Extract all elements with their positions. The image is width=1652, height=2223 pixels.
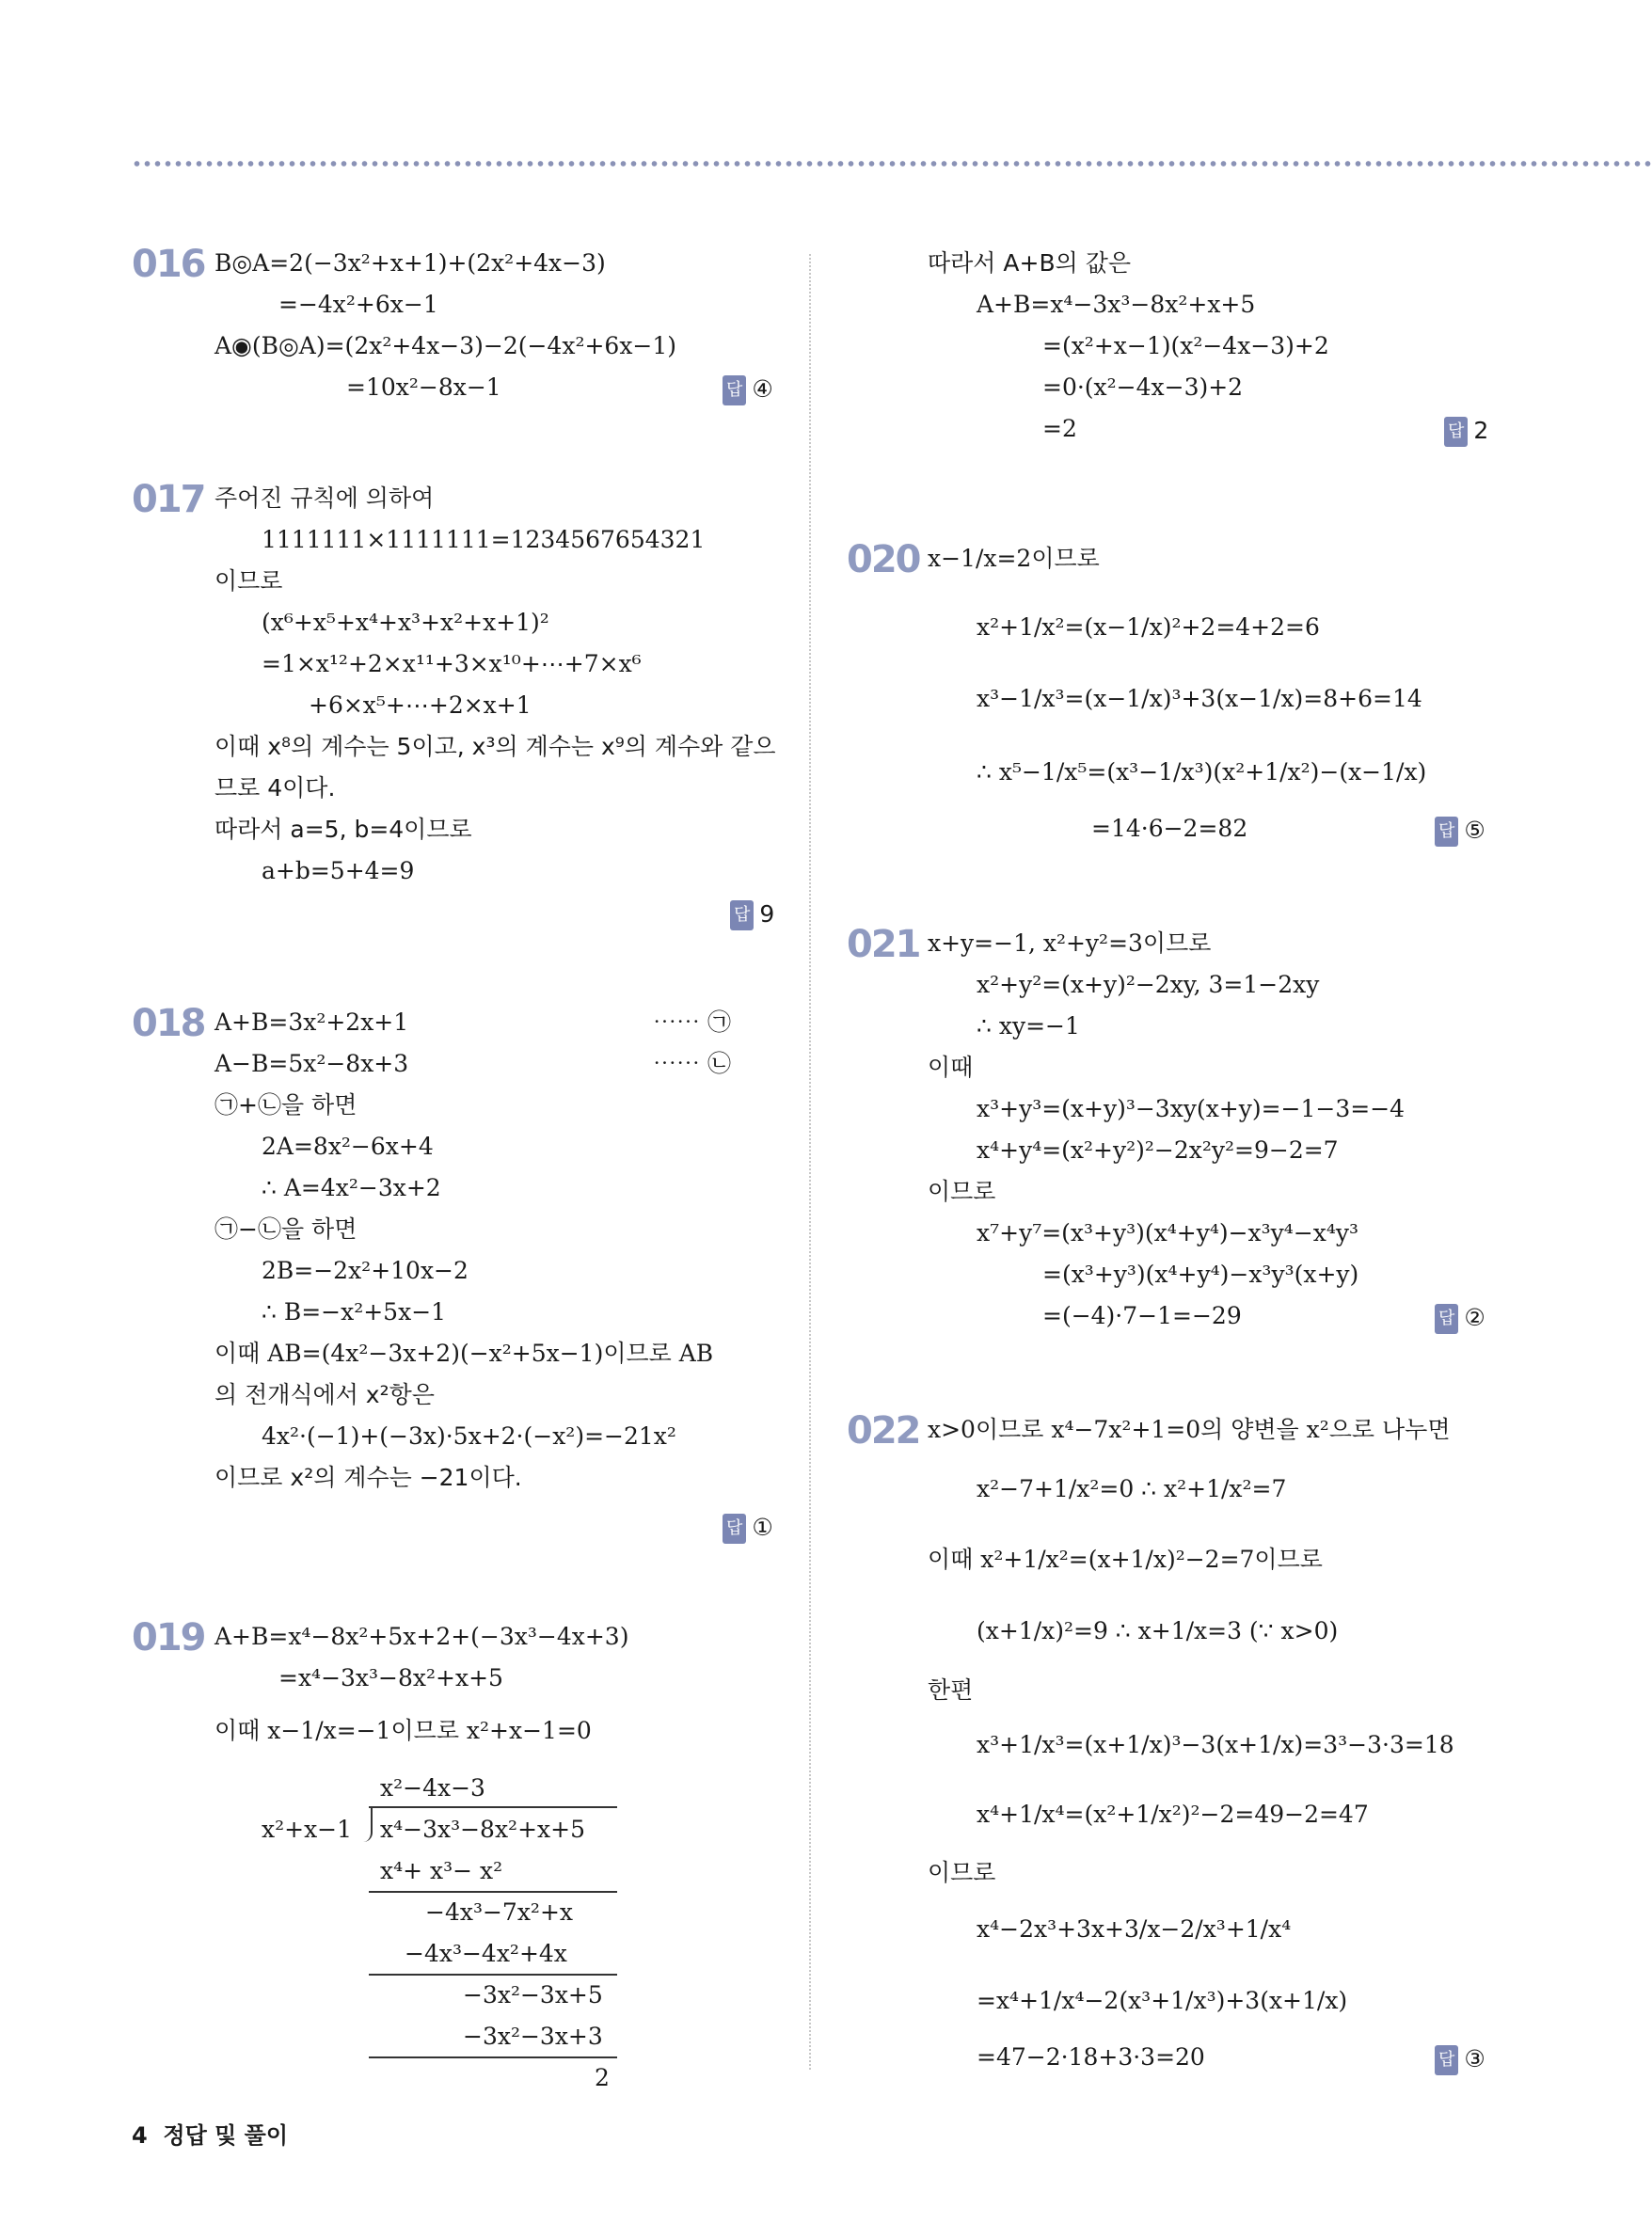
problem-number-021: 021 [847,923,920,966]
p022-line: x³+1/x³=(x+1/x)³−3(x+1/x)=3³−3·3=18 [977,1731,1454,1758]
p021-line: =(−4)·7−1=−29 [1042,1302,1242,1329]
p021-answer [1435,1304,1485,1334]
p022-line: =47−2·18+3·3=20 [977,2043,1205,2071]
answer-value: ⑤ [1464,817,1485,844]
p018-line: 이므로 x²의 계수는 −21이다. [214,1464,522,1491]
p020-line: x−1/x=2이므로 [928,545,1100,572]
p018-line: 의 전개식에서 x²항은 [214,1381,435,1408]
p017-line: 1111111×1111111=1234567654321 [262,526,706,553]
division-remainder: 2 [595,2064,610,2091]
answer-badge: 답 [1435,817,1458,847]
division-rule [369,2056,617,2058]
header-dotted-line [132,160,1652,167]
p022-line: =x⁴+1/x⁴−2(x³+1/x³)+3(x+1/x) [977,1987,1348,2014]
p017-line: 따라서 a=5, b=4이므로 [214,816,472,843]
p022-line: x>0이므로 x⁴−7x²+1=0의 양변을 x²으로 나누면 [928,1416,1451,1443]
division-bar [369,1806,617,1808]
p017-answer [730,900,774,930]
p018-line: 이때 AB=(4x²−3x+2)(−x²+5x−1)이므로 AB [214,1340,714,1367]
p018-line: ㉠−㉡을 하면 [214,1215,357,1243]
p018-line: ㉠+㉡을 하면 [214,1091,357,1119]
answer-value: ③ [1464,2045,1485,2072]
answer-value: 9 [759,900,775,928]
answer-value: ④ [752,375,773,403]
p021-line: x+y=−1, x²+y²=3이므로 [928,929,1212,957]
p021-line: x⁷+y⁷=(x³+y³)(x⁴+y⁴)−x³y⁴−x⁴y³ [977,1219,1359,1246]
p017-line: 므로 4이다. [214,774,336,802]
division-step: −4x³−7x²+x [425,1898,573,1926]
p018-line: A−B=5x²−8x+3 [214,1050,409,1077]
p019-cont-line: 따라서 A+B의 값은 [928,249,1131,277]
p019-cont-line: =0·(x²−4x−3)+2 [1042,373,1244,401]
p022-line: x⁴+1/x⁴=(x²+1/x²)²−2=49−2=47 [977,1801,1369,1828]
p018-answer [723,1514,773,1544]
division-step: −3x²−3x+3 [463,2023,603,2050]
answer-badge: 답 [1444,417,1468,447]
p019-line: 이때 x−1/x=−1이므로 x²+x−1=0 [214,1717,592,1744]
p019-line: A+B=x⁴−8x²+5x+2+(−3x³−4x+3) [214,1623,629,1650]
page-footer [132,2117,288,2150]
p021-line: x²+y²=(x+y)²−2xy, 3=1−2xy [977,971,1320,998]
p020-line: x³−1/x³=(x−1/x)³+3(x−1/x)=8+6=14 [977,685,1422,712]
p019-answer [1444,417,1488,447]
p021-line: x³+y³=(x+y)³−3xy(x+y)=−1−3=−4 [977,1095,1406,1122]
p018-line: ∴ A=4x²−3x+2 [262,1174,441,1201]
division-rule [369,1891,617,1893]
division-step: −4x³−4x²+4x [405,1940,567,1967]
p017-line: 주어진 규칙에 의하여 [214,484,435,512]
p022-line: 한편 [928,1676,974,1704]
division-step: −3x²−3x+5 [463,1981,603,2009]
division-step: x⁴+ x³− x² [380,1857,503,1884]
p018-line: A+B=3x²+2x+1 [214,1008,409,1036]
problem-number-018: 018 [132,1002,205,1045]
p017-line: +6×x⁵+⋯+2×x+1 [309,691,532,719]
p019-cont-line: =(x²+x−1)(x²−4x−3)+2 [1042,332,1329,359]
problem-number-019: 019 [132,1616,205,1659]
column-divider [809,254,811,2070]
p022-line: (x+1/x)²=9 ∴ x+1/x=3 (∵ x>0) [977,1617,1339,1644]
p021-line: =(x³+y³)(x⁴+y⁴)−x³y³(x+y) [1042,1261,1359,1288]
p017-line: =1×x¹²+2×x¹¹+3×x¹⁰+⋯+7×x⁶ [262,650,642,677]
answer-badge: 답 [723,1514,746,1544]
p021-line: 이므로 [928,1178,996,1205]
p021-line: 이때 [928,1054,974,1081]
p019-cont-line: A+B=x⁴−3x³−8x²+x+5 [977,291,1256,318]
p020-answer [1435,817,1485,847]
p022-line: 이때 x²+1/x²=(x+1/x)²−2=7이므로 [928,1546,1323,1573]
p018-line: 4x²·(−1)+(−3x)·5x+2·(−x²)=−21x² [262,1422,676,1450]
p020-line: =14·6−2=82 [1091,815,1248,842]
p020-line: ∴ x⁵−1/x⁵=(x³−1/x³)(x²+1/x²)−(x−1/x) [977,758,1427,786]
division-rule [369,1974,617,1976]
p017-line: 이므로 [214,567,283,595]
p016-line: A◉(B◎A)=(2x²+4x−3)−2(−4x²+6x−1) [214,332,677,359]
answer-value: ② [1464,1304,1485,1331]
answer-badge: 답 [730,900,754,930]
p016-line: =−4x²+6x−1 [278,291,438,318]
p017-line: a+b=5+4=9 [262,857,415,884]
p017-line: 이때 x⁸의 계수는 5이고, x³의 계수는 x⁹의 계수와 같으 [214,733,776,760]
p022-line: x²−7+1/x²=0 ∴ x²+1/x²=7 [977,1475,1287,1502]
p022-line: 이므로 [928,1859,996,1886]
p016-line: =10x²−8x−1 [346,373,501,401]
answer-value: 2 [1473,417,1489,444]
p018-line: 2B=−2x²+10x−2 [262,1257,469,1284]
p016-answer [723,375,773,405]
p019-cont-line: =2 [1042,415,1077,442]
p022-answer [1435,2045,1485,2075]
p022-line: x⁴−2x³+3x+3/x−2/x³+1/x⁴ [977,1915,1292,1943]
p018-line: ∴ B=−x²+5x−1 [262,1298,447,1326]
problem-number-020: 020 [847,538,920,581]
p018-line: 2A=8x²−6x+4 [262,1133,434,1160]
p017-line: (x⁶+x⁵+x⁴+x³+x²+x+1)² [262,609,549,636]
division-divisor: x²+x−1 [262,1816,353,1843]
answer-badge: 답 [1435,1304,1458,1334]
p019-line: =x⁴−3x³−8x²+x+5 [278,1664,503,1691]
p021-line: x⁴+y⁴=(x²+y²)²−2x²y²=9−2=7 [977,1136,1339,1164]
p018-tag: ⋯⋯ ㉠ [653,1008,731,1036]
p016-line: B◎A=2(−3x²+x+1)+(2x²+4x−3) [214,249,606,277]
problem-number-017: 017 [132,478,205,521]
p018-tag: ⋯⋯ ㉡ [653,1050,731,1077]
problem-number-016: 016 [132,243,205,286]
answer-badge: 답 [723,375,746,405]
answer-badge: 답 [1435,2045,1458,2075]
problem-number-022: 022 [847,1409,920,1453]
answer-value: ① [752,1514,773,1541]
footer-label: 정답 및 풀이 [163,2122,289,2149]
page-number: 4 [132,2122,148,2149]
division-quotient: x²−4x−3 [380,1774,485,1802]
division-dividend: x⁴−3x³−8x²+x+5 [380,1816,585,1843]
p021-line: ∴ xy=−1 [977,1012,1080,1040]
p020-line: x²+1/x²=(x−1/x)²+2=4+2=6 [977,613,1320,641]
division-bracket [363,1806,373,1842]
